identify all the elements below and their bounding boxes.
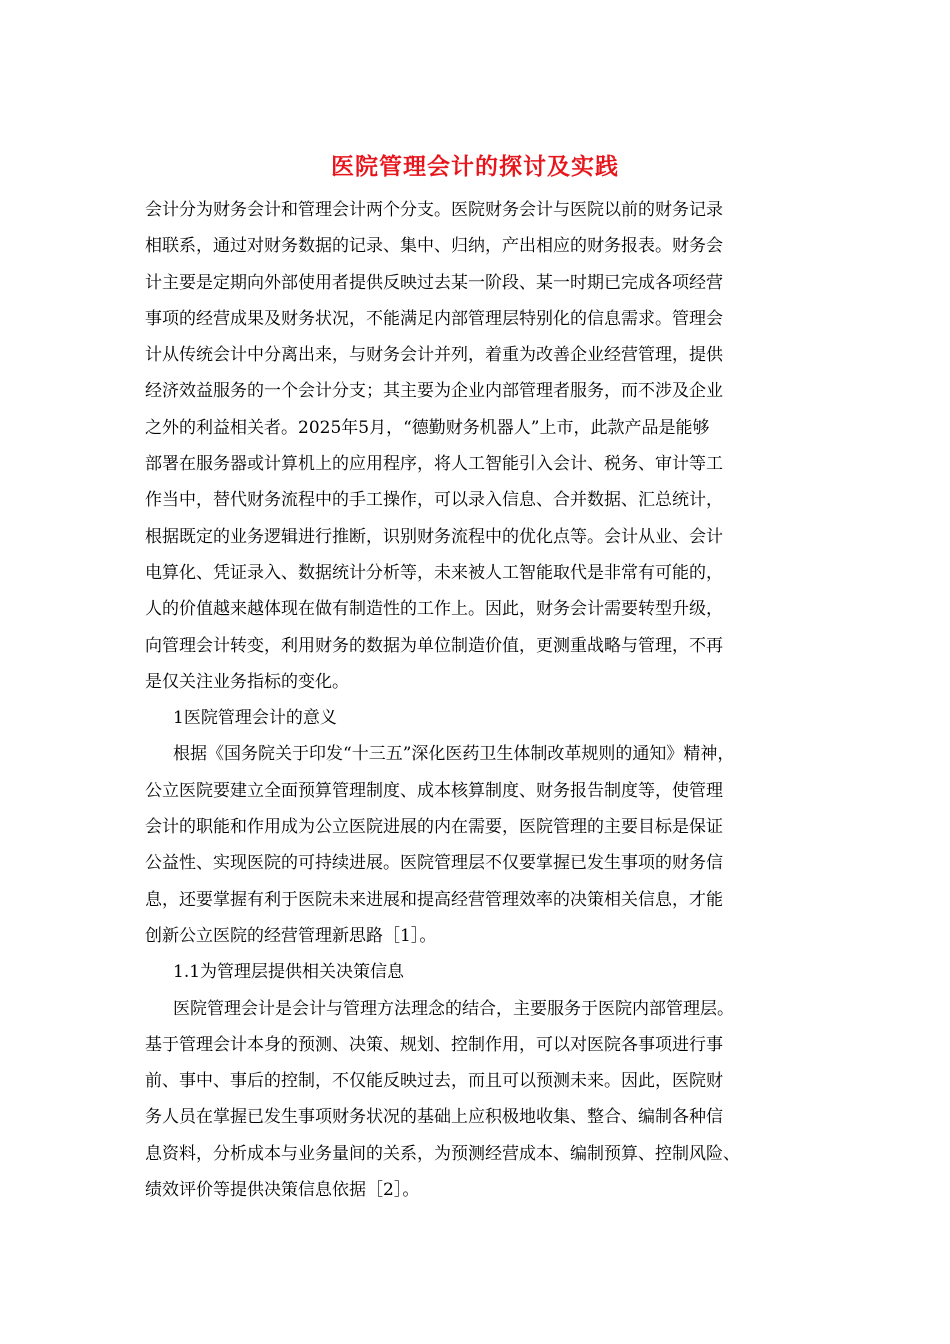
paragraph-start-line: 医院管理会计是会计与管理方法理念的结合，主要服务于医院内部管理层。 — [173, 998, 734, 1019]
document-body — [145, 192, 825, 1208]
text-line: 息，还要掌握有利于医院未来进展和提高经营管理效率的决策相关信息，才能 — [145, 889, 723, 910]
text-line: 经济效益服务的一个会计分支；其主要为企业内部管理者服务，而不涉及企业 — [145, 381, 723, 402]
text-line: 创新公立医院的经营管理新思路［1］。 — [145, 925, 437, 946]
text-line: 人的价值越来越体现在做有制造性的工作上。因此，财务会计需要转型升级， — [145, 599, 723, 620]
text-line: 前、事中、事后的控制，不仅能反映过去，而且可以预测未来。因此，医院财 — [145, 1071, 723, 1092]
text-line: 根据既定的业务逻辑进行推断，识别财务流程中的优化点等。会计从业、会计 — [145, 526, 723, 547]
paragraph-start-line: 1医院管理会计的意义 — [173, 708, 337, 729]
text-line: 相联系，通过对财务数据的记录、集中、归纳，产出相应的财务报表。财务会 — [145, 236, 723, 257]
text-line: 息资料，分析成本与业务量间的关系，为预测经营成本、编制预算、控制风险、 — [145, 1143, 740, 1164]
text-line: 计从传统会计中分离出来，与财务会计并列，着重为改善企业经营管理，提供 — [145, 345, 723, 366]
document-title: 医院管理会计的探讨及实践 — [331, 153, 619, 180]
text-line: 是仅关注业务指标的变化。 — [145, 671, 349, 692]
text-line: 事项的经营成果及财务状况，不能满足内部管理层特别化的信息需求。管理会 — [145, 308, 723, 329]
text-line: 向管理会计转变，利用财务的数据为单位制造价值，更测重战略与管理，不再 — [145, 635, 723, 656]
text-line: 部署在服务器或计算机上的应用程序，将人工智能引入会计、税务、审计等工 — [145, 454, 723, 475]
paragraph-start-line: 1.1为管理层提供相关决策信息 — [173, 962, 405, 983]
text-line: 基于管理会计本身的预测、决策、规划、控制作用，可以对医院各事项进行事 — [145, 1034, 723, 1055]
text-line: 会计的职能和作用成为公立医院进展的内在需要，医院管理的主要目标是保证 — [145, 817, 723, 838]
text-line: 会计分为财务会计和管理会计两个分支。医院财务会计与医院以前的财务记录 — [145, 200, 723, 220]
text-line: 作当中，替代财务流程中的手工操作，可以录入信息、合并数据、汇总统计， — [145, 490, 723, 511]
text-line: 电算化、凭证录入、数据统计分析等，未来被人工智能取代是非常有可能的， — [145, 562, 723, 583]
paragraph-start-line: 根据《国务院关于印发“十三五”深化医药卫生体制改革规则的通知》精神， — [173, 744, 735, 765]
text-line: 公立医院要建立全面预算管理制度、成本核算制度、财务报告制度等，使管理 — [145, 780, 723, 801]
text-line: 公益性、实现医院的可持续进展。医院管理层不仅要掌握已发生事项的财务信 — [145, 853, 723, 874]
text-line: 计主要是定期向外部使用者提供反映过去某一阶段、某一时期已完成各项经营 — [145, 272, 723, 293]
text-line: 之外的利益相关者。2025年5月，“德勤财务机器人”上市，此款产品是能够 — [145, 417, 710, 438]
text-line: 务人员在掌握已发生事项财务状况的基础上应积极地收集、整合、编制各种信 — [145, 1107, 723, 1128]
text-line: 绩效评价等提供决策信息依据［2］。 — [145, 1180, 420, 1201]
